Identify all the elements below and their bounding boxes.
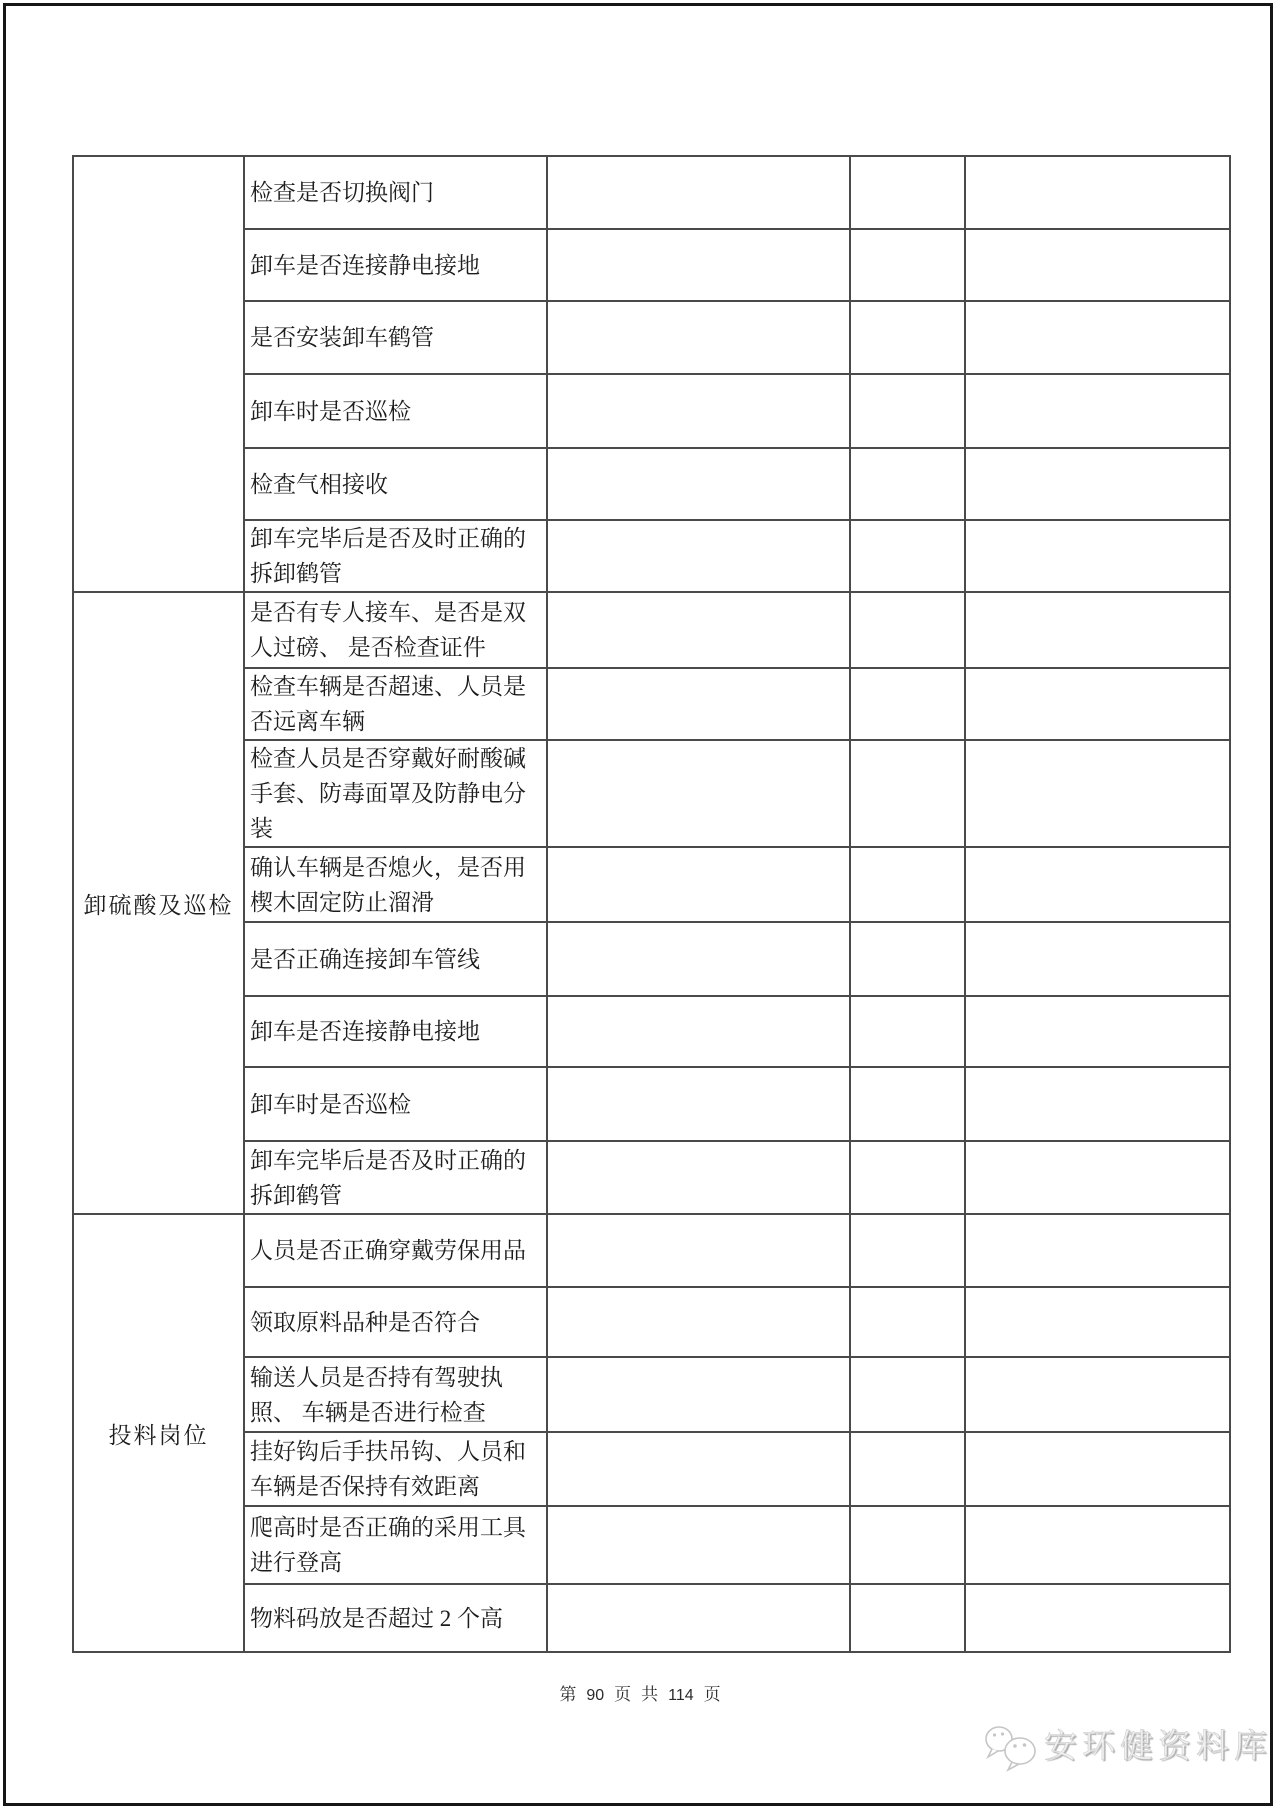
empty-cell [547, 156, 850, 229]
empty-cell [850, 1584, 965, 1652]
empty-cell [965, 1141, 1230, 1214]
empty-cell [547, 847, 850, 922]
empty-cell [965, 1357, 1230, 1432]
checklist-item: 检查气相接收 [244, 448, 547, 520]
table-row [73, 301, 1230, 374]
table-row [73, 996, 1230, 1067]
empty-cell [965, 592, 1230, 668]
empty-cell [850, 1141, 965, 1214]
footer-label: 页 [614, 1685, 632, 1704]
checklist-item: 爬高时是否正确的采用工具进行登高 [244, 1506, 547, 1584]
table-row [73, 229, 1230, 301]
empty-cell [850, 592, 965, 668]
footer-label: 第 [559, 1685, 577, 1704]
table-row [73, 1067, 1230, 1141]
chat-bubbles-icon [982, 1724, 1040, 1776]
empty-cell [547, 1506, 850, 1584]
empty-cell [965, 1287, 1230, 1357]
table-row [73, 1432, 1230, 1506]
empty-cell [850, 1357, 965, 1432]
checklist-item: 卸车完毕后是否及时正确的拆卸鹤管 [244, 520, 547, 592]
empty-cell [547, 668, 850, 740]
empty-cell [850, 301, 965, 374]
page-footer [0, 1680, 1280, 1705]
empty-cell [547, 922, 850, 996]
table-row [73, 847, 1230, 922]
empty-cell [547, 1432, 850, 1506]
empty-cell [850, 448, 965, 520]
empty-cell [547, 1214, 850, 1287]
table-row [73, 1506, 1230, 1584]
empty-cell [965, 847, 1230, 922]
empty-cell [850, 374, 965, 448]
empty-cell [850, 922, 965, 996]
table-row [73, 668, 1230, 740]
total-pages: 114 [668, 1687, 694, 1704]
empty-cell [547, 1584, 850, 1652]
checklist-item: 是否安装卸车鹤管 [244, 301, 547, 374]
empty-cell [547, 229, 850, 301]
empty-cell [850, 1287, 965, 1357]
empty-cell [850, 996, 965, 1067]
empty-cell [965, 301, 1230, 374]
table-row [73, 520, 1230, 592]
empty-cell [850, 740, 965, 847]
empty-cell [965, 996, 1230, 1067]
checklist-item: 确认车辆是否熄火，是否用楔木固定防止溜滑 [244, 847, 547, 922]
table-row [73, 1287, 1230, 1357]
empty-cell [547, 1141, 850, 1214]
checklist-item: 检查人员是否穿戴好耐酸碱手套、防毒面罩及防静电分装 [244, 740, 547, 847]
table-row [73, 156, 1230, 229]
empty-cell [850, 520, 965, 592]
table-row [73, 1357, 1230, 1432]
table-row [73, 1214, 1230, 1287]
checklist-item: 卸车完毕后是否及时正确的拆卸鹤管 [244, 1141, 547, 1214]
watermark [982, 1720, 1272, 1776]
footer-label: 页 [703, 1685, 721, 1704]
checklist-item: 是否有专人接车、是否是双人过磅、 是否检查证件 [244, 592, 547, 668]
checklist-item: 物料码放是否超过 2 个高 [244, 1584, 547, 1652]
empty-cell [965, 448, 1230, 520]
footer-label: 共 [641, 1685, 659, 1704]
checklist-item: 卸车是否连接静电接地 [244, 996, 547, 1067]
empty-cell [547, 740, 850, 847]
empty-cell [965, 229, 1230, 301]
table-row [73, 374, 1230, 448]
empty-cell [850, 229, 965, 301]
empty-cell [965, 740, 1230, 847]
checklist-item: 检查车辆是否超速、人员是否远离车辆 [244, 668, 547, 740]
table-row [73, 592, 1230, 668]
table-row [73, 922, 1230, 996]
empty-cell [850, 156, 965, 229]
empty-cell [965, 520, 1230, 592]
empty-cell [965, 1067, 1230, 1141]
empty-cell [850, 1067, 965, 1141]
empty-cell [965, 1432, 1230, 1506]
empty-cell [547, 1287, 850, 1357]
checklist-item: 检查是否切换阀门 [244, 156, 547, 229]
checklist-item: 输送人员是否持有驾驶执照、 车辆是否进行检查 [244, 1357, 547, 1432]
checklist-item: 领取原料品种是否符合 [244, 1287, 547, 1357]
table-row [73, 1584, 1230, 1652]
empty-cell [965, 922, 1230, 996]
empty-cell [965, 668, 1230, 740]
section-label: 投料岗位 [73, 1214, 244, 1652]
checklist-item: 卸车时是否巡检 [244, 374, 547, 448]
empty-cell [850, 1506, 965, 1584]
section-label: 卸硫酸及巡检 [73, 592, 244, 1214]
checklist-item: 人员是否正确穿戴劳保用品 [244, 1214, 547, 1287]
checklist-table [72, 155, 1231, 1653]
page-number: 90 [586, 1687, 605, 1704]
empty-cell [547, 374, 850, 448]
empty-cell [965, 156, 1230, 229]
empty-cell [547, 520, 850, 592]
section-label-empty [73, 156, 244, 592]
empty-cell [850, 1214, 965, 1287]
empty-cell [965, 1214, 1230, 1287]
empty-cell [850, 668, 965, 740]
empty-cell [965, 374, 1230, 448]
table-row [73, 740, 1230, 847]
table-row [73, 1141, 1230, 1214]
empty-cell [850, 847, 965, 922]
empty-cell [547, 1067, 850, 1141]
checklist-item: 挂好钩后手扶吊钩、人员和车辆是否保持有效距离 [244, 1432, 547, 1506]
checklist-item: 卸车时是否巡检 [244, 1067, 547, 1141]
empty-cell [850, 1432, 965, 1506]
empty-cell [547, 301, 850, 374]
empty-cell [547, 996, 850, 1067]
watermark-text: 安环健资料库 [1044, 1729, 1272, 1765]
checklist-item: 是否正确连接卸车管线 [244, 922, 547, 996]
empty-cell [965, 1506, 1230, 1584]
empty-cell [547, 448, 850, 520]
checklist-item: 卸车是否连接静电接地 [244, 229, 547, 301]
empty-cell [547, 1357, 850, 1432]
empty-cell [965, 1584, 1230, 1652]
table-row [73, 448, 1230, 520]
empty-cell [547, 592, 850, 668]
